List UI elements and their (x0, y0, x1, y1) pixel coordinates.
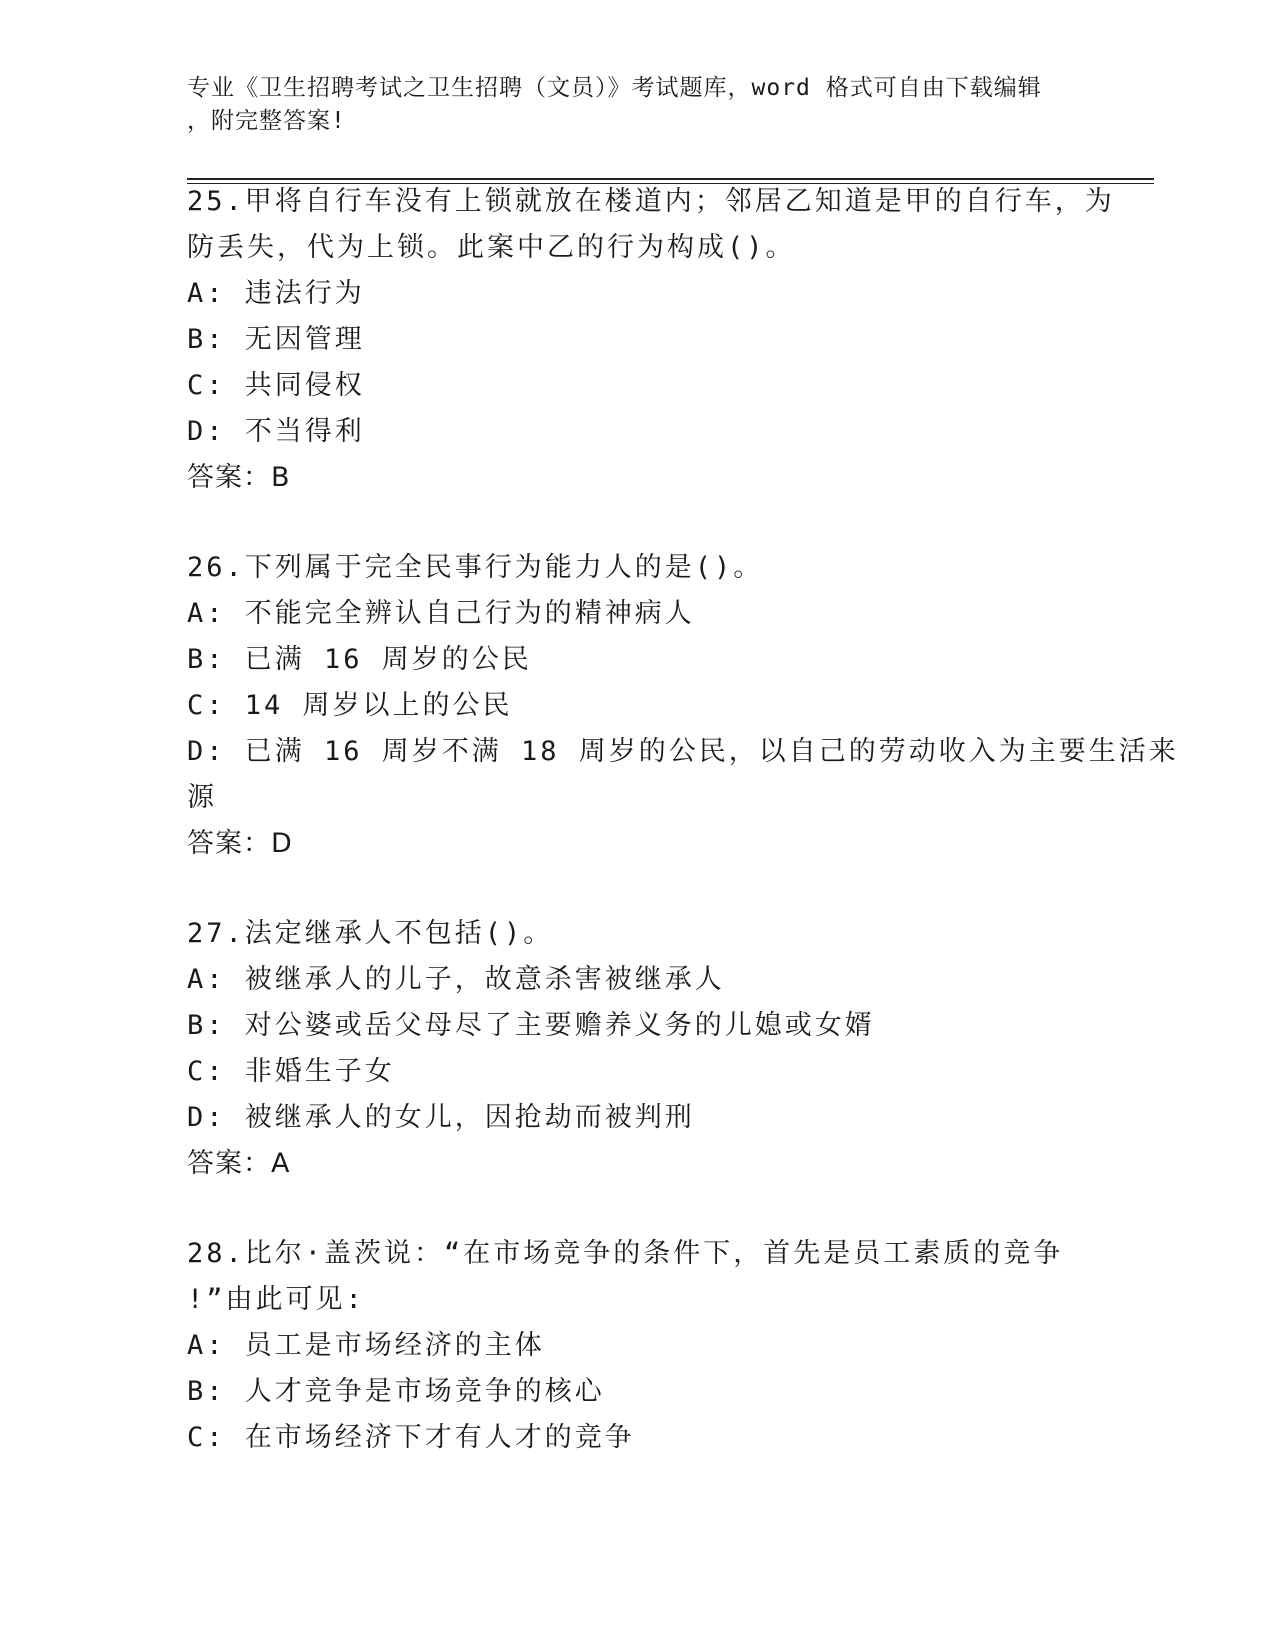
option-b: B: 已满 16 周岁的公民 (187, 644, 532, 675)
question-26 (187, 545, 1179, 867)
header-line-2: ，附完整答案! (187, 108, 346, 134)
option-b: B: 无因管理 (187, 324, 365, 355)
answer-label: 答案：B (187, 462, 291, 493)
answer-label: 答案：A (187, 1148, 291, 1179)
option-a: A: 被继承人的儿子，故意杀害被继承人 (187, 964, 725, 995)
question-25 (187, 179, 1115, 501)
option-b: B: 对公婆或岳父母尽了主要赡养义务的儿媳或女婿 (187, 1010, 875, 1041)
option-d: D: 已满 16 周岁不满 18 周岁的公民，以自己的劳动收入为主要生活来 (187, 736, 1179, 767)
option-a: A: 不能完全辨认自己行为的精神病人 (187, 598, 695, 629)
option-a: A: 违法行为 (187, 278, 365, 309)
option-c: C: 共同侵权 (187, 370, 365, 401)
option-a: A: 员工是市场经济的主体 (187, 1330, 545, 1361)
answer-label: 答案：D (187, 828, 293, 859)
option-c: C: 在市场经济下才有人才的竞争 (187, 1422, 635, 1453)
option-c: C: 非婚生子女 (187, 1056, 395, 1087)
document-header (187, 72, 1067, 138)
question-stem: 28.比尔·盖茨说：“在市场竞争的条件下，首先是员工素质的竞争 (187, 1238, 1064, 1269)
option-d: D: 不当得利 (187, 416, 365, 447)
question-stem: 25.甲将自行车没有上锁就放在楼道内；邻居乙知道是甲的自行车，为 (187, 186, 1115, 217)
question-28 (187, 1231, 1087, 1461)
question-stem: !”由此可见: (187, 1284, 365, 1315)
option-d-continued: 源 (187, 782, 217, 813)
option-c: C: 14 周岁以上的公民 (187, 690, 513, 721)
option-d: D: 被继承人的女儿，因抢劫而被判刑 (187, 1102, 695, 1133)
option-b: B: 人才竞争是市场竞争的核心 (187, 1376, 605, 1407)
question-stem: 26.下列属于完全民事行为能力人的是()。 (187, 552, 764, 583)
question-27 (187, 911, 1087, 1187)
question-stem: 防丢失，代为上锁。此案中乙的行为构成()。 (187, 232, 796, 263)
question-stem: 27.法定继承人不包括()。 (187, 918, 554, 949)
header-line-1: 专业《卫生招聘考试之卫生招聘（文员）》考试题库，word 格式可自由下载编辑 (187, 75, 1042, 101)
